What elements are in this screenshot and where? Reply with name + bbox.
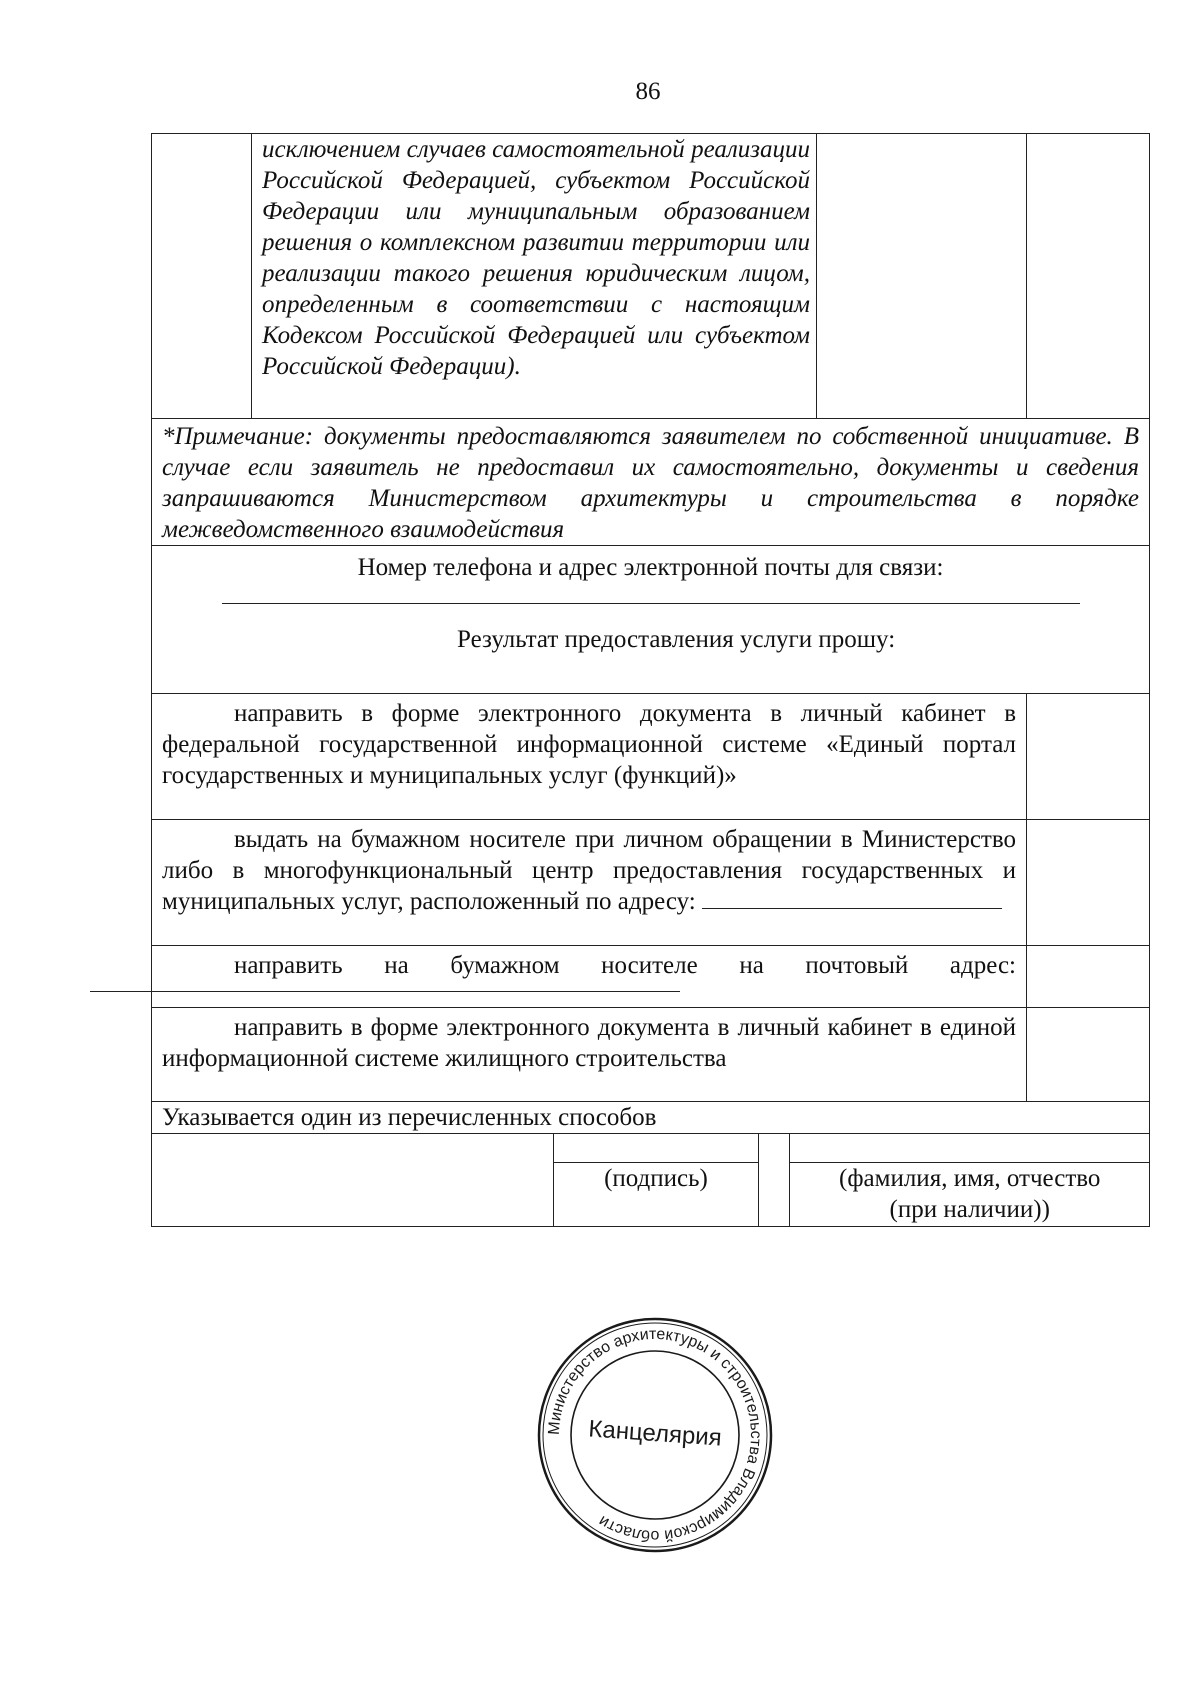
empty-cell	[817, 134, 1027, 419]
address-fill-line[interactable]	[702, 908, 1002, 909]
option-row	[152, 1008, 1150, 1102]
choose-one-text: Указывается один из перечисленных способов	[152, 1102, 1150, 1134]
option-row	[152, 946, 1150, 1008]
full-name-label-line2: (при наличии))	[889, 1196, 1050, 1223]
note-row	[152, 419, 1150, 546]
option-row	[152, 820, 1150, 946]
postal-address-fill-line[interactable]	[90, 981, 680, 992]
note-text: *Примечание: документы предоставляются заявителем по собственной инициативе. В случае если заявитель не предоставил их самостоятельно, документы и сведения запрашиваются Министерством архитектуры и строительства в порядке межведомственного взаимодействия	[152, 419, 1150, 546]
option-checkbox-cell[interactable]	[1027, 820, 1150, 946]
contact-fill-line[interactable]	[222, 589, 1080, 604]
empty-cell	[1027, 134, 1150, 419]
option-checkbox-cell[interactable]	[1027, 946, 1150, 1008]
signature-label: (подпись)	[604, 1165, 708, 1192]
office-stamp-seal	[535, 1315, 775, 1555]
option-row	[152, 694, 1150, 820]
full-name-cell[interactable]	[789, 1134, 1149, 1226]
contact-label: Номер телефона и адрес электронной почты для связи:	[357, 554, 944, 581]
continuation-text: исключением случаев самостоятельной реализации Российской Федерацией, субъектом Российской Федерации или муниципальным образованием решения о комплексном развитии территории или реализации такого решения юридическим лицом, определенным в соответствии с настоящим Кодексом Российской Федерацией или субъектом Российской Федерации).	[252, 134, 817, 419]
stamp-ring-text: Министерство архитектуры и строительства Владимирской области	[545, 1325, 765, 1545]
option-text: выдать на бумажном носителе при личном обращении в Министерство либо в многофункциональный центр предоставления государственных и муниципальных услуг, расположенный по адресу:	[162, 826, 1016, 915]
signature-row	[152, 1134, 1150, 1227]
empty-cell	[152, 134, 252, 419]
stamp-center-text: Канцелярия	[587, 1415, 723, 1452]
option-checkbox-cell[interactable]	[1027, 1008, 1150, 1102]
option-text: направить в форме электронного документа в личный кабинет в федеральной государственной информационной системе «Единый портал государственных и муниципальных услуг (функций)»	[152, 694, 1027, 820]
option-text: направить на бумажном носителе на почтовый адрес:	[234, 952, 1016, 979]
result-label: Результат предоставления услуги прошу:	[457, 626, 896, 653]
option-text: направить в форме электронного документа в личный кабинет в единой информационной системе жилищного строительства	[152, 1008, 1027, 1102]
empty-cell	[152, 1134, 553, 1226]
contact-row	[152, 546, 1150, 694]
option-checkbox-cell[interactable]	[1027, 694, 1150, 820]
full-name-label-line1: (фамилия, имя, отчество	[839, 1165, 1101, 1192]
signature-cell[interactable]	[553, 1134, 757, 1226]
choose-one-row	[152, 1102, 1150, 1134]
continuation-row	[152, 134, 1150, 419]
page-number: 86	[635, 78, 661, 105]
application-form-table	[151, 133, 1150, 1227]
spacer-cell	[758, 1134, 790, 1226]
